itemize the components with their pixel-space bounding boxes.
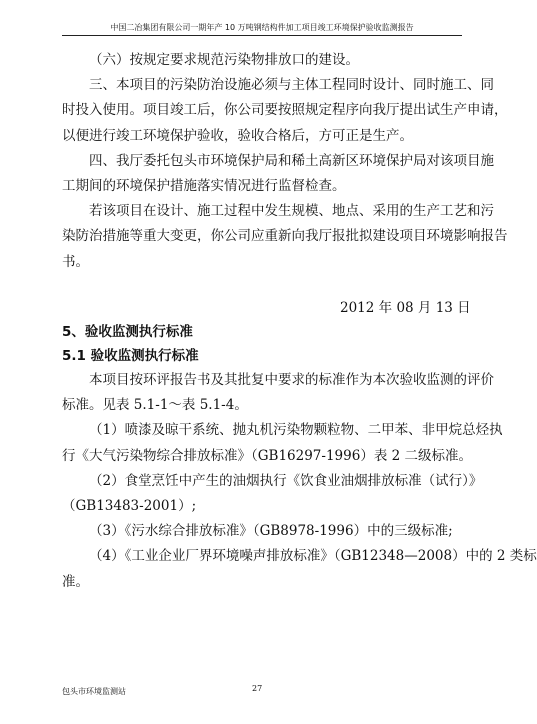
- paragraph-line: 若该项目在设计、施工过程中发生规模、地点、采用的生产工艺和污: [89, 203, 494, 220]
- paragraph-line: 四、我厅委托包头市环境保护局和稀土高新区环境保护局对该项目施: [89, 152, 494, 169]
- subsection-heading: 5.1 验收监测执行标准: [62, 348, 199, 364]
- paragraph-line: （2）食堂烹饪中产生的油烟执行《饮食业油烟排放标准（试行）》: [89, 472, 483, 489]
- paragraph-line: （1）喷漆及晾干系统、抛丸机污染物颗粒物、二甲苯、非甲烷总烃执: [89, 422, 503, 439]
- paragraph-line: 时投入使用。项目竣工后，你公司要按照规定程序向我厅提出试生产申请，: [62, 102, 508, 119]
- section-heading: 5、验收监测执行标准: [62, 324, 193, 340]
- paragraph-line: 本项目按环评报告书及其批复中要求的标准作为本次验收监测的评价: [89, 372, 494, 388]
- approval-text: [62, 48, 508, 275]
- paragraph-line: 工期间的环境保护措施落实情况进行监督检查。: [62, 178, 346, 195]
- page-number: 27: [252, 684, 263, 693]
- paragraph-line: 书。: [62, 253, 89, 270]
- paragraph-line: （GB13483-2001）;: [62, 498, 197, 515]
- footer-organization: 包头市环境监测站: [62, 687, 126, 696]
- page-header: 中国二冶集团有限公司一期年产 10 万吨钢结构件加工项目竣工环境保护验收监测报告: [62, 22, 462, 36]
- paragraph-line: （六）按规定要求规范污染物排放口的建设。: [89, 52, 359, 68]
- paragraph-line: 以便进行竣工环境保护验收，验收合格后，方可正是生产。: [62, 127, 413, 144]
- standards-text: [62, 368, 537, 595]
- paragraph-line: （4）《工业企业厂界环境噪声排放标准》（GB12348—2008）中的 2 类标: [89, 548, 537, 565]
- paragraph-line: （3）《污水综合排放标准》（GB8978-1996）中的三级标准;: [89, 523, 453, 540]
- document-date: 2012 年 08 月 13 日: [340, 300, 471, 316]
- paragraph-line: 行《大气污染物综合排放标准》（GB16297-1996）表 2 二级标准。: [62, 447, 472, 464]
- paragraph-line: 准。: [62, 573, 89, 590]
- paragraph-line: 标准。见表 5.1-1～表 5.1-4。: [62, 397, 248, 414]
- paragraph-line: 三、本项目的污染防治设施必须与主体工程同时设计、同时施工、同: [89, 77, 494, 94]
- paragraph-line: 染防治措施等重大变更，你公司应重新向我厅报批拟建设项目环境影响报告: [62, 228, 508, 245]
